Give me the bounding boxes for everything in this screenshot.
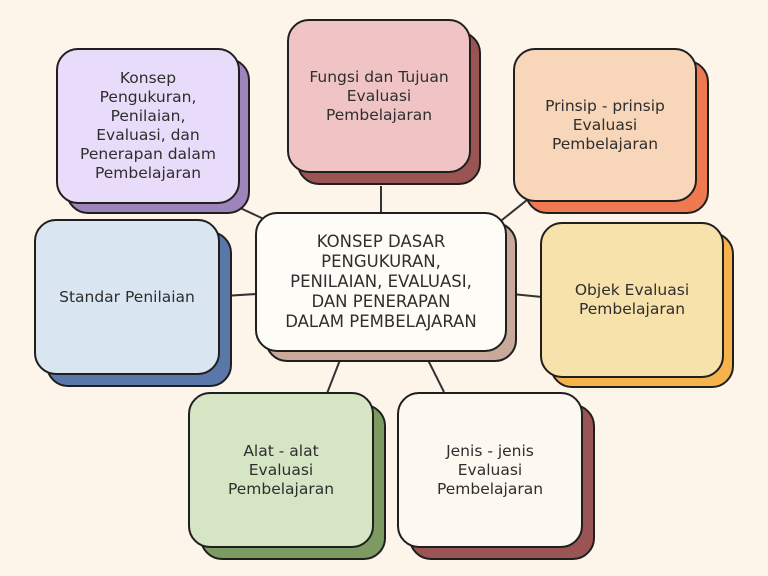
node-jenis-evaluasi-label: Jenis - jenis Evaluasi Pembelajaran bbox=[436, 441, 544, 498]
node-konsep-pengukuran-label: Konsep Pengukuran, Penilaian, Evaluasi, dan Penerapan dalam Pembelajaran bbox=[80, 69, 216, 182]
node-prinsip bbox=[513, 48, 713, 218]
node-objek-evaluasi bbox=[540, 222, 740, 392]
node-konsep-pengukuran bbox=[56, 48, 256, 216]
node-center-konsep-dasar bbox=[255, 212, 521, 366]
node-objek-evaluasi-label: Objek Evaluasi Pembelajaran bbox=[574, 281, 690, 318]
node-alat-evaluasi-label: Alat - alat Evaluasi Pembelajaran bbox=[227, 441, 335, 498]
node-center-label: KONSEP DASAR PENGUKURAN, PENILAIAN, EVALUASI, DAN PENERAPAN DALAM PEMBELAJARAN bbox=[285, 232, 477, 331]
node-objek-evaluasi-box bbox=[540, 222, 724, 378]
node-jenis-evaluasi bbox=[397, 392, 599, 564]
node-standar-penilaian-box bbox=[34, 219, 220, 375]
node-prinsip-box bbox=[513, 48, 697, 202]
node-standar-penilaian-label: Standar Penilaian bbox=[59, 287, 195, 306]
node-alat-evaluasi-box bbox=[188, 392, 374, 548]
node-fungsi-tujuan-label: Fungsi dan Tujuan Evaluasi Pembelajaran bbox=[309, 67, 449, 124]
node-konsep-pengukuran-box bbox=[56, 48, 240, 204]
node-prinsip-label: Prinsip - prinsip Evaluasi Pembelajaran bbox=[545, 96, 665, 153]
node-fungsi-tujuan-box bbox=[287, 19, 471, 173]
node-jenis-evaluasi-box bbox=[397, 392, 583, 548]
node-fungsi-tujuan bbox=[287, 19, 487, 189]
node-alat-evaluasi bbox=[188, 392, 390, 564]
node-standar-penilaian bbox=[34, 219, 234, 389]
node-center-box bbox=[255, 212, 507, 352]
